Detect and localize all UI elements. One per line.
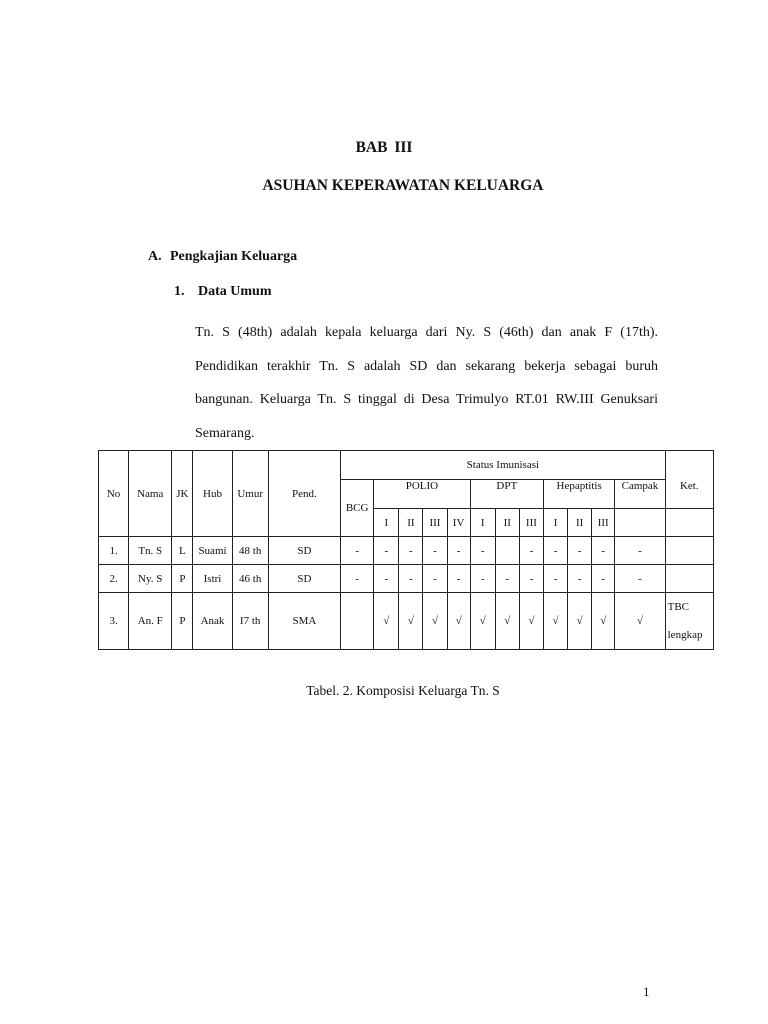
table-row bbox=[99, 565, 714, 593]
cell-immunization: - bbox=[592, 565, 615, 593]
col-header-status-imunisasi: Status Imunisasi bbox=[341, 451, 666, 480]
col-header-no: No bbox=[99, 451, 129, 537]
col-header-hepatitis: Hepaptitis bbox=[543, 480, 614, 509]
col-header-hub: Hub bbox=[193, 451, 232, 537]
cell-immunization: - bbox=[543, 537, 567, 565]
cell-jk: P bbox=[172, 593, 193, 650]
col-header-pend: Pend. bbox=[268, 451, 340, 537]
dose-header: II bbox=[568, 509, 592, 537]
cell-umur: I7 th bbox=[232, 593, 268, 650]
cell-immunization: - bbox=[615, 537, 665, 565]
cell-immunization: - bbox=[543, 565, 567, 593]
cell-immunization: - bbox=[341, 565, 374, 593]
cell-jk: P bbox=[172, 565, 193, 593]
dose-header-campak-blank bbox=[615, 509, 665, 537]
cell-ket: TBC lengkap bbox=[665, 593, 713, 650]
cell-no: 3. bbox=[99, 593, 129, 650]
cell-nama: Tn. S bbox=[129, 537, 172, 565]
cell-immunization: - bbox=[399, 565, 423, 593]
cell-immunization: √ bbox=[399, 593, 423, 650]
section-number: A. bbox=[148, 249, 162, 264]
cell-immunization: - bbox=[423, 537, 447, 565]
cell-immunization: - bbox=[519, 565, 543, 593]
col-header-dpt: DPT bbox=[470, 480, 543, 509]
cell-immunization: - bbox=[470, 565, 495, 593]
col-header-ket: Ket. bbox=[665, 480, 713, 509]
cell-immunization: √ bbox=[543, 593, 567, 650]
chapter-heading: BAB III bbox=[355, 139, 413, 156]
cell-immunization: - bbox=[447, 565, 470, 593]
col-header-ket-blank bbox=[665, 451, 713, 480]
dose-header: III bbox=[423, 509, 447, 537]
cell-ket bbox=[665, 565, 713, 593]
dose-header: I bbox=[470, 509, 495, 537]
cell-nama: An. F bbox=[129, 593, 172, 650]
cell-pend: SD bbox=[268, 537, 340, 565]
subsection-number: 1. bbox=[174, 284, 185, 299]
dose-header: I bbox=[543, 509, 567, 537]
col-header-bcg: BCG bbox=[341, 480, 374, 537]
cell-immunization: √ bbox=[374, 593, 399, 650]
table-row bbox=[99, 537, 714, 565]
cell-no: 2. bbox=[99, 565, 129, 593]
col-header-umur: Umur bbox=[232, 451, 268, 537]
col-header-jk: JK bbox=[172, 451, 193, 537]
section-title: Pengkajian Keluarga bbox=[170, 249, 298, 264]
immunization-table bbox=[98, 450, 714, 650]
cell-umur: 46 th bbox=[232, 565, 268, 593]
cell-immunization: - bbox=[568, 565, 592, 593]
dose-header: III bbox=[519, 509, 543, 537]
cell-immunization: √ bbox=[495, 593, 519, 650]
col-header-nama: Nama bbox=[129, 451, 172, 537]
cell-immunization: - bbox=[423, 565, 447, 593]
dose-header: III bbox=[592, 509, 615, 537]
cell-umur: 48 th bbox=[232, 537, 268, 565]
cell-immunization: - bbox=[399, 537, 423, 565]
col-header-campak: Campak bbox=[615, 480, 665, 509]
cell-immunization: √ bbox=[447, 593, 470, 650]
cell-immunization: - bbox=[374, 565, 399, 593]
table-header-row bbox=[99, 451, 714, 480]
dose-header: II bbox=[399, 509, 423, 537]
cell-hub: Suami bbox=[193, 537, 232, 565]
cell-no: 1. bbox=[99, 537, 129, 565]
cell-immunization: - bbox=[470, 537, 495, 565]
table-caption: Tabel. 2. Komposisi Keluarga Tn. S bbox=[306, 683, 500, 698]
dose-header: II bbox=[495, 509, 519, 537]
dose-header: I bbox=[374, 509, 399, 537]
cell-immunization: - bbox=[374, 537, 399, 565]
cell-immunization: √ bbox=[615, 593, 665, 650]
cell-immunization: - bbox=[519, 537, 543, 565]
cell-immunization: √ bbox=[592, 593, 615, 650]
cell-immunization bbox=[495, 537, 519, 565]
dose-header: IV bbox=[447, 509, 470, 537]
table-row bbox=[99, 593, 714, 650]
cell-immunization: - bbox=[495, 565, 519, 593]
chapter-title: ASUHAN KEPERAWATAN KELUARGA bbox=[262, 177, 544, 194]
cell-hub: Istri bbox=[193, 565, 232, 593]
subsection-title: Data Umum bbox=[198, 284, 272, 299]
cell-pend: SD bbox=[268, 565, 340, 593]
section-heading bbox=[148, 249, 297, 265]
cell-nama: Ny. S bbox=[129, 565, 172, 593]
cell-ket bbox=[665, 537, 713, 565]
subsection-heading bbox=[174, 284, 272, 300]
cell-jk: L bbox=[172, 537, 193, 565]
page-number: 1 bbox=[643, 984, 650, 999]
cell-immunization: - bbox=[592, 537, 615, 565]
cell-immunization: - bbox=[615, 565, 665, 593]
col-header-polio: POLIO bbox=[374, 480, 470, 509]
cell-immunization: - bbox=[568, 537, 592, 565]
cell-hub: Anak bbox=[193, 593, 232, 650]
cell-immunization bbox=[341, 593, 374, 650]
cell-immunization: √ bbox=[519, 593, 543, 650]
cell-immunization: √ bbox=[470, 593, 495, 650]
dose-header-ket-blank bbox=[665, 509, 713, 537]
cell-pend: SMA bbox=[268, 593, 340, 650]
cell-immunization: √ bbox=[568, 593, 592, 650]
cell-immunization: √ bbox=[423, 593, 447, 650]
cell-immunization: - bbox=[341, 537, 374, 565]
data-umum-paragraph: Tn. S (48th) adalah kepala keluarga dari Ny. S (46th) dan anak F (17th). Pendidikan terakhir Tn. S adalah SD dan sekarang bekerja sebagai buruh bangunan. Keluarga Tn. S tinggal di Desa Trimulyo RT.01 RW.III Genuksari Semarang. bbox=[195, 325, 658, 441]
cell-immunization: - bbox=[447, 537, 470, 565]
